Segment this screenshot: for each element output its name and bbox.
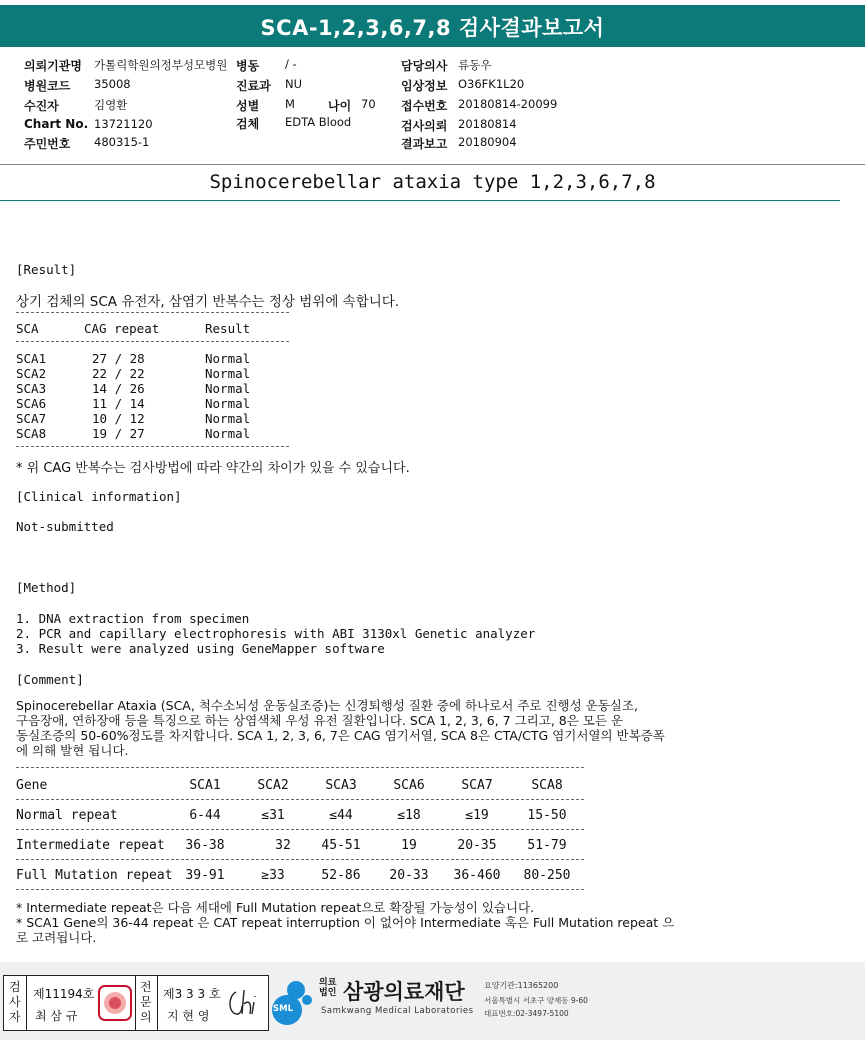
box-divider: [26, 976, 27, 1030]
gene-cell: 20-33: [389, 868, 429, 883]
gene-header-cell: SCA8: [531, 778, 563, 793]
result-note: * 위 CAG 반복수는 검사방법에 따라 약간의 차이가 있을 수 있습니다.: [16, 461, 410, 476]
specialist-name: 지 현 영: [167, 1009, 210, 1023]
comment-section-label: [Comment]: [16, 672, 84, 687]
result-col-sca: SCA: [16, 321, 39, 336]
row-sca: SCA3: [16, 381, 47, 396]
tester-no: 제11194호: [33, 987, 95, 1001]
row-sca: SCA8: [16, 426, 47, 441]
gene-row-label: Full Mutation repeat: [16, 868, 173, 883]
receipt-value: 20180814-20099: [458, 97, 558, 111]
dept-label: 진료과: [236, 79, 271, 93]
specimen-value: EDTA Blood: [285, 115, 352, 129]
receipt-label: 접수번호: [401, 99, 448, 113]
org-phone: 대표번호:02-3497-5100: [484, 1009, 569, 1018]
patient-label: 수진자: [24, 99, 59, 113]
result-col-result: Result: [205, 321, 251, 336]
clinical-value: Not-submitted: [16, 519, 114, 534]
doctor-value: 류동우: [458, 58, 492, 72]
signature-box: [3, 975, 269, 1031]
org-prefix: 의료법인: [319, 978, 337, 998]
gene-cell: 32: [275, 838, 291, 853]
gene-cell: 6-44: [189, 808, 221, 823]
gene-cell: 45-51: [321, 838, 361, 853]
gene-cell: ≥33: [261, 868, 285, 883]
request-org-value: 가톨릭학원의정부성모병원: [94, 58, 228, 72]
clinical-info-label: 임상정보: [401, 79, 448, 93]
gene-cell: 19: [401, 838, 417, 853]
patient-info-block: [0, 48, 865, 165]
comment-note: * Intermediate repeat은 다음 세대에 Full Mutation repeat으로 확장될 가능성이 있습니다.: [16, 900, 535, 915]
row-cag: 22 / 22: [92, 366, 145, 381]
gene-cell: 52-86: [321, 868, 361, 883]
gene-cell: 15-50: [527, 808, 567, 823]
test-request-label: 검사의뢰: [401, 119, 448, 133]
specialist-no: 제3 3 3 호: [163, 987, 221, 1001]
gene-cell: ≤19: [465, 808, 489, 823]
gene-row-label: Intermediate repeat: [16, 838, 165, 853]
patient-value: 김영환: [94, 98, 128, 112]
result-table-divider: [16, 312, 289, 313]
comment-line: 구음장애, 연하장애 등을 특징으로 하는 상염색체 우성 유전 질환입니다. SCA 1, 2, 3, 6, 7 그리고, 8은 모든 운: [16, 713, 623, 728]
row-result: Normal: [205, 381, 251, 396]
doctor-label: 담당의사: [401, 59, 448, 73]
gene-header-cell: SCA1: [189, 778, 221, 793]
method-section-label: [Method]: [16, 580, 77, 595]
row-result: Normal: [205, 426, 251, 441]
gene-table-divider: [16, 889, 584, 890]
heading-divider: [0, 200, 840, 201]
dept-value: NU: [285, 77, 303, 91]
gene-cell: 39-91: [185, 868, 225, 883]
gene-cell: 80-250: [523, 868, 571, 883]
test-request-value: 20180814: [458, 117, 517, 131]
row-cag: 11 / 14: [92, 396, 145, 411]
page-heading: Spinocerebellar ataxia type 1,2,3,6,7,8: [209, 171, 656, 193]
result-col-cag: CAG repeat: [84, 321, 160, 336]
gene-cell: ≤44: [329, 808, 353, 823]
ward-label: 병동: [236, 59, 260, 73]
gene-row-label: Normal repeat: [16, 808, 118, 823]
org-address: 서울특별시 서초구 양재동 9-60: [484, 996, 588, 1005]
gene-header-cell: SCA3: [325, 778, 357, 793]
sex-label: 성별: [236, 99, 260, 113]
row-result: Normal: [205, 366, 251, 381]
row-sca: SCA1: [16, 351, 47, 366]
row-result: Normal: [205, 396, 251, 411]
chart-value: 13721120: [94, 117, 153, 131]
comment-line: 동실조증의 50-60%정도를 차지합니다. SCA 1, 2, 3, 6, 7은 CAG 염기서열, SCA 8은 CTA/CTG 염기서열의 반복증폭: [16, 728, 665, 743]
gene-table-divider: [16, 859, 584, 860]
org-name: 삼광의료재단: [343, 980, 465, 1004]
specialist-label: 전문의: [140, 980, 152, 1024]
resident-label: 주민번호: [24, 137, 71, 151]
specimen-label: 검체: [236, 117, 260, 131]
sex-value: M: [285, 97, 295, 111]
method-item: 1. DNA extraction from specimen: [16, 611, 250, 626]
method-item: 2. PCR and capillary electrophoresis with ABI 3130xl Genetic analyzer: [16, 626, 536, 641]
row-result: Normal: [205, 411, 251, 426]
row-sca: SCA2: [16, 366, 47, 381]
clinical-section-label: [Clinical information]: [16, 489, 182, 504]
result-section-label: [Result]: [16, 262, 77, 277]
row-result: Normal: [205, 351, 251, 366]
row-cag: 14 / 26: [92, 381, 145, 396]
hospital-code-label: 병원코드: [24, 79, 71, 93]
result-table-divider: [16, 341, 289, 342]
row-sca: SCA7: [16, 411, 47, 426]
comment-note: * SCA1 Gene의 36-44 repeat 은 CAT repeat interruption 이 없어야 Intermediate 혹은 Full Mutation repeat 으: [16, 915, 675, 930]
ward-value: / -: [285, 57, 297, 71]
gene-cell: 36-460: [453, 868, 501, 883]
method-item: 3. Result were analyzed using GeneMapper software: [16, 641, 385, 656]
box-divider: [157, 976, 158, 1030]
gene-cell: ≤31: [261, 808, 285, 823]
age-value: 70: [361, 97, 376, 111]
seal-stamp-icon: [96, 983, 134, 1023]
gene-header-cell: SCA7: [461, 778, 493, 793]
gene-cell: 36-38: [185, 838, 225, 853]
gene-table-divider: [16, 767, 584, 768]
result-summary: 상기 검체의 SCA 유전자, 삼염기 반복수는 정상 범위에 속합니다.: [16, 294, 400, 310]
gene-header-cell: SCA2: [257, 778, 289, 793]
gene-header-cell: SCA6: [393, 778, 425, 793]
signature-icon: [224, 986, 264, 1020]
org-code: 요양기관:11365200: [484, 981, 559, 990]
gene-header-label: Gene: [16, 778, 48, 793]
gene-cell: 51-79: [527, 838, 567, 853]
tester-label: 검사자: [9, 980, 21, 1024]
comment-line: Spinocerebellar Ataxia (SCA, 척수소뇌성 운동실조증)는 신경퇴행성 질환 중에 하나로서 주로 진행성 운동실조,: [16, 698, 638, 713]
comment-line: 에 의해 발현 됩니다.: [16, 743, 129, 758]
resident-value: 480315-1: [94, 135, 150, 149]
row-cag: 10 / 12: [92, 411, 145, 426]
org-badge: SML: [273, 1004, 293, 1014]
gene-cell: 20-35: [457, 838, 497, 853]
gene-cell: ≤18: [397, 808, 421, 823]
org-subtitle: Samkwang Medical Laboratories: [321, 1006, 474, 1016]
box-divider: [135, 976, 136, 1030]
report-date-label: 결과보고: [401, 137, 448, 151]
clinical-info-value: O36FK1L20: [458, 77, 525, 91]
gene-table-divider: [16, 799, 584, 800]
result-table-divider: [16, 446, 289, 447]
request-org-label: 의뢰기관명: [24, 59, 82, 73]
report-title: SCA-1,2,3,6,7,8 검사결과보고서: [0, 5, 865, 47]
gene-table-divider: [16, 829, 584, 830]
report-date-value: 20180904: [458, 135, 517, 149]
tester-name: 최 삼 규: [35, 1009, 78, 1023]
comment-note: 로 고려됩니다.: [16, 930, 97, 945]
hospital-code-value: 35008: [94, 77, 131, 91]
chart-label: Chart No.: [24, 117, 89, 131]
age-label: 나이: [328, 99, 352, 113]
sml-logo-icon: [270, 976, 316, 1028]
row-cag: 27 / 28: [92, 351, 145, 366]
row-sca: SCA6: [16, 396, 47, 411]
row-cag: 19 / 27: [92, 426, 145, 441]
